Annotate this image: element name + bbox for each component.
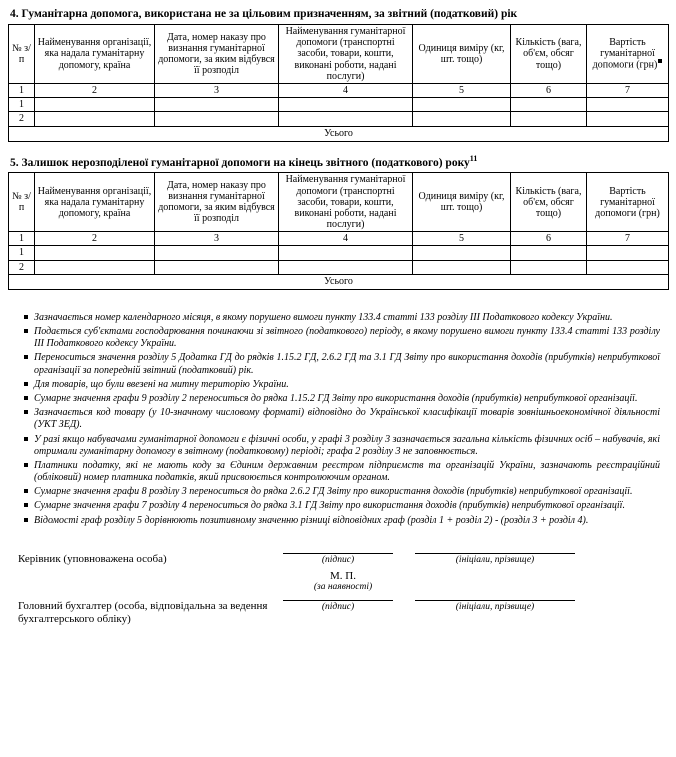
table-row[interactable] [9,98,669,112]
col-header-order: Дата, номер наказу про визнання гуманітарної допомоги, за яким відбувся її розподіл [155,173,279,232]
signature-line[interactable] [283,600,393,601]
accountant-signature-block[interactable] [283,600,393,612]
head-signature-row [18,553,668,566]
cell-col2[interactable] [35,260,155,274]
col-header-no: № з/п [9,173,35,232]
cell-col2: 2 [35,83,155,97]
col-header-value: Вартість гуманітарної допомоги (грн) [587,173,669,232]
col-header-aid-name: Найменування гуманітарної допомоги (транспортні засоби, товари, кошти, виконані роботи, надані послуги) [279,173,413,232]
head-signature-block[interactable] [283,553,393,565]
cell-col7: 7 [587,232,669,246]
cell-col6[interactable] [511,112,587,126]
initials-caption: (ініціали, прізвище) [455,554,535,565]
signature-line[interactable] [283,553,393,554]
footnote-marker-icon [24,329,28,333]
table-total-row [9,274,669,289]
col-header-org: Найменування організації, яка надала гуманітарну допомогу, країна [35,25,155,84]
cell-col4[interactable] [279,112,413,126]
cell-col3[interactable] [155,98,279,112]
cell-no: 2 [9,112,35,126]
signature-caption: (підпис) [321,554,355,565]
cell-col5: 5 [413,83,511,97]
cell-no: 1 [9,246,35,260]
stamp-label: М. П. [330,570,356,583]
footnote-marker-icon [24,410,28,414]
footnote-marker-icon [24,315,28,319]
head-label: Керівник (уповноважена особа) [18,552,167,565]
table-header-row [9,173,669,232]
total-label: Усього [9,126,669,141]
section-5-title: 5. Залишок нерозподіленої гуманітарної допомоги на кінець звітного (податкового) року$^{11}$ [10,153,478,169]
accountant-initials-block[interactable] [415,600,575,612]
signature-caption: (підпис) [321,602,355,613]
cell-no: 1 [9,98,35,112]
cell-col4[interactable] [279,98,413,112]
footnote-item: Зазначається номер календарного місяця, в якому порушено вимоги пункту 133.4 статті 133 розділу III Податкового кодексу України. [24,312,660,324]
cell-no: 2 [9,260,35,274]
cell-col6[interactable] [511,98,587,112]
footnote-item: У разі якщо набувачами гуманітарної допомоги є фізичні особи, у графі 3 розділу 3 зазначається загальна кількість фізичних осіб – набувачів, які отримали гуманітарну допомогу в звітному (податковому) періоді; графа 2 розділу 3 не заповнюється. [24,434,660,458]
footnote-item: Платники податку, які не мають коду за Єдиним державним реєстром підприємств та організацій України, зазначають реєстраційний (обліковий) номер платника податків, який присвоюється контролюючим органом. [24,460,660,484]
footnote-marker-icon [24,463,28,467]
cell-col7[interactable] [587,246,669,260]
footnote-item: Зазначається код товару (у 10-значному числовому форматі) відповідно до Української класифікації товарів зовнішньоекономічної діяльності (УКТ ЗЕД). [24,407,660,431]
cell-col6: 6 [511,232,587,246]
cell-col3: 3 [155,83,279,97]
accountant-signature-row [18,600,668,626]
cell-col5[interactable] [413,112,511,126]
cell-col7[interactable] [587,112,669,126]
footnote-item: Сумарне значення графи 8 розділу 3 переноситься до рядка 2.6.2 ГД Звіту про використання доходів (прибутків) неприбуткової організації. [24,486,660,498]
table-row[interactable] [9,260,669,274]
cell-col5[interactable] [413,260,511,274]
footnote-marker-icon [24,355,28,359]
col-header-order: Дата, номер наказу про визнання гуманітарної допомоги, за яким відбувся її розподіл [155,25,279,84]
footnote-marker-icon [24,503,28,507]
footnote-item: Відомості граф розділу 5 дорівнюють позитивному значенню різниці відповідних граф (розділ 1 + розділ 2) - (розділ 3 + розділ 4). [24,515,660,527]
footnote-item: Сумарне значення графи 7 розділу 4 переноситься до рядка 3.1 ГД Звіту про використання доходів (прибутків) неприбуткової організації. [24,500,660,512]
cell-col6: 6 [511,83,587,97]
cell-col4[interactable] [279,246,413,260]
col-header-unit: Одиниця виміру (кг, шт. тощо) [413,173,511,232]
table-row[interactable] [9,246,669,260]
footnote-marker-icon [24,437,28,441]
footnote-marker-icon [658,59,662,63]
initials-line[interactable] [415,553,575,554]
footnote-marker-icon [24,396,28,400]
cell-col4: 4 [279,232,413,246]
cell-col3[interactable] [155,260,279,274]
cell-col7[interactable] [587,260,669,274]
cell-col6[interactable] [511,246,587,260]
cell-col3[interactable] [155,112,279,126]
cell-col2: 2 [35,232,155,246]
initials-line[interactable] [415,600,575,601]
cell-no: 1 [9,232,35,246]
cell-col4: 4 [279,83,413,97]
footnote-marker-icon [24,489,28,493]
table-header-row [9,25,669,84]
signature-area [8,553,668,627]
footnote-marker-icon [24,382,28,386]
table-total-row [9,126,669,141]
col-header-no: № з/п [9,25,35,84]
footnote-item: Сумарне значення графи 9 розділу 2 переноситься до рядка 1.15.2 ГД Звіту про використання доходів (прибутків) неприбуткової організації. [24,393,660,405]
cell-col3: 3 [155,232,279,246]
table-row[interactable] [9,112,669,126]
footnote-marker-icon [24,518,28,522]
cell-col7: 7 [587,83,669,97]
cell-col4[interactable] [279,260,413,274]
footnote-item: Подається суб'єктами господарювання починаючи зі звітного (податкового) періоду, в якому порушено вимоги пункту 133.4 статті 133 розділу III Податкового кодексу України. [24,326,660,350]
section-5-footnote-ref: 11 [469,153,478,163]
col-header-value: Вартість гуманітарної допомоги (грн) [587,25,669,84]
accountant-label: Головний бухгалтер (особа, відповідальна за ведення бухгалтерського обліку) [18,600,268,626]
footnotes [8,312,668,527]
col-header-org: Найменування організації, яка надала гуманітарну допомогу, країна [35,173,155,232]
section-5-table [8,172,669,290]
section-4-table [8,24,669,142]
cell-col5: 5 [413,232,511,246]
stamp-block [268,570,418,592]
col-header-quantity: Кількість (вага, об'єм, обсяг тощо) [511,25,587,84]
initials-caption: (ініціали, прізвище) [455,602,535,613]
footnote-item: Переноситься значення розділу 5 Додатка ГД до рядків 1.15.2 ГД, 2.6.2 ГД та 3.1 ГД Звіту про використання доходів (прибутків) неприбуткової організації за попередній звітний (податковий) рік. [24,352,660,376]
cell-col5[interactable] [413,246,511,260]
cell-no: 1 [9,83,35,97]
table-row [9,83,669,97]
section-4-title: 4. Гуманітарна допомога, використана не за цільовим призначенням, за звітний (податковий) рік [10,8,518,20]
cell-col7[interactable] [587,98,669,112]
cell-col2[interactable] [35,98,155,112]
col-header-quantity: Кількість (вага, об'єм, обсяг тощо) [511,173,587,232]
cell-col5[interactable] [413,98,511,112]
head-initials-block[interactable] [415,553,575,565]
table-row [9,232,669,246]
cell-col6[interactable] [511,260,587,274]
cell-col2[interactable] [35,112,155,126]
total-label: Усього [9,274,669,289]
stamp-note: (за наявності) [313,582,373,593]
col-header-unit: Одиниця виміру (кг, шт. тощо) [413,25,511,84]
col-header-aid-name: Найменування гуманітарної допомоги (транспортні засоби, товари, кошти, виконані роботи, надані послуги) [279,25,413,84]
cell-col2[interactable] [35,246,155,260]
footnote-item: Для товарів, що були ввезені на митну територію України. [24,379,660,391]
cell-col3[interactable] [155,246,279,260]
